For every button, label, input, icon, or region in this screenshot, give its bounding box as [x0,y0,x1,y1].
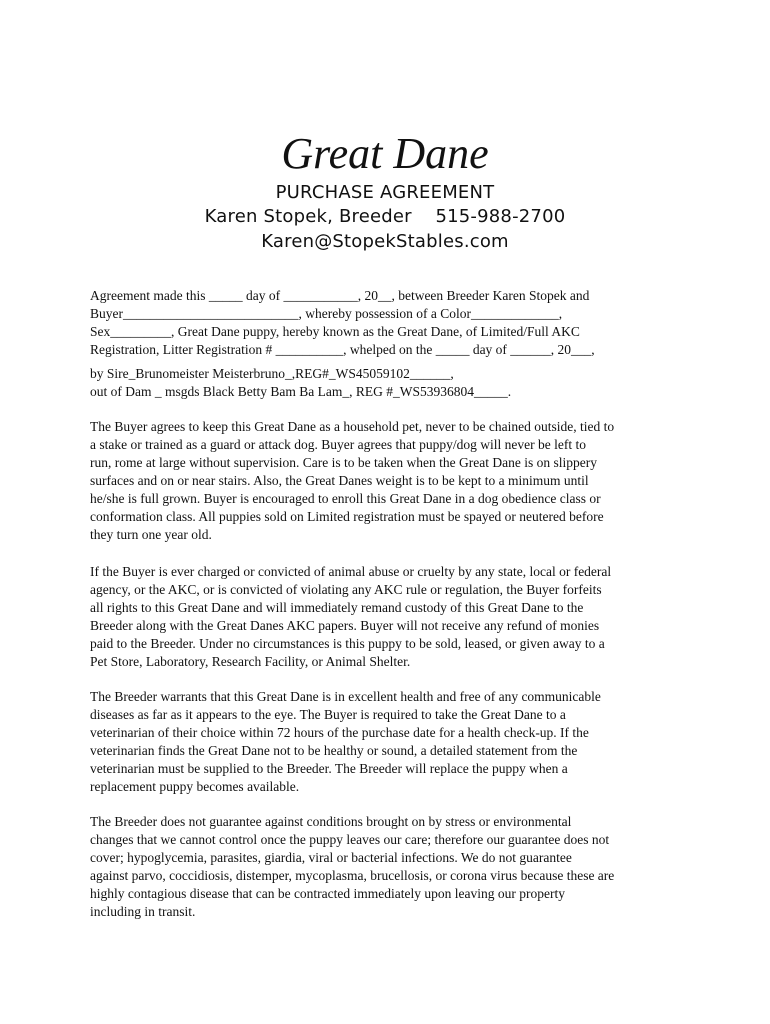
text-line: The Breeder does not guarantee against conditions brought on by stress or environmental [90,814,572,829]
text-line: a stake or trained as a guard or attack dog. Buyer agrees that puppy/dog will never be left to [90,437,586,452]
text-line: changes that we cannot control once the puppy leaves our care; therefore our guarantee does not [90,832,610,847]
text-line: veterinarian of their choice within 72 hours of the purchase date for a health check-up. If the [90,725,589,740]
text-line: Pet Store, Laboratory, Research Facility, or Animal Shelter. [90,654,411,669]
text-line: Registration, Litter Registration # __________, whelped on the _____ day of ______, 20___, [90,342,595,357]
text-line: they turn one year old. [90,527,212,542]
text-line: all rights to this Great Dane and will immediately remand custody of this Great Dane to the [90,600,584,615]
text-line: against parvo, coccidiosis, distemper, mycoplasma, brucellosis, or corona virus because these are [90,868,615,883]
text-line: paid to the Breeder. Under no circumstances is this puppy to be sold, leased, or given away to a [90,636,605,651]
text-line: cover; hypoglycemia, parasites, giardia, viral or bacterial infections. We do not guarantee [90,850,572,865]
health-warranty-paragraph [90,688,690,796]
text-line: veterinarian finds the Great Dane not to be healthy or sound, a detailed statement from the [90,743,578,758]
breeder-contact-line: Karen Stopek, Breeder 515-988-2700 [204,206,566,227]
agreement-terms-paragraph [90,287,690,359]
text-line: Agreement made this _____ day of ___________, 20__, between Breeder Karen Stopek and [90,288,590,303]
text-line: The Buyer agrees to keep this Great Dane as a household pet, never to be chained outside, tied to [90,419,615,434]
text-line: veterinarian must be supplied to the Breeder. The Breeder will replace the puppy when a [90,761,568,776]
forfeiture-paragraph [90,563,690,671]
text-line: Breeder along with the Great Danes AKC papers. Buyer will not receive any refund of monies [90,618,600,633]
buyer-care-paragraph [90,418,690,544]
guarantee-exclusions-paragraph [90,813,690,921]
text-line: including in transit. [90,904,196,919]
text-line: diseases as far as it appears to the eye. The Buyer is required to take the Great Dane to a [90,707,566,722]
text-line: surfaces and on or near stairs. Also, the Great Danes weight is to be kept to a minimum until [90,473,589,488]
document-title: Great Dane [281,129,489,178]
text-line: he/she is full grown. Buyer is encouraged to enroll this Great Dane in a dog obedience class or [90,491,601,506]
text-line: Buyer__________________________, whereby possession of a Color_____________, [90,306,563,321]
document-subtitle: PURCHASE AGREEMENT [275,182,495,203]
breeder-email: Karen@StopekStables.com [261,231,509,252]
text-line: run, rome at large without supervision. Care is to be taken when the Great Dane is on slippery [90,455,597,470]
text-line: Sex_________, Great Dane puppy, hereby known as the Great Dane, of Limited/Full AKC [90,324,580,339]
text-line: If the Buyer is ever charged or convicted of animal abuse or cruelty by any state, local or federal [90,564,612,579]
sire-line: by Sire_Brunomeister Meisterbruno_,REG#_WS45059102______, [90,366,454,381]
text-line: replacement puppy becomes available. [90,779,300,794]
text-line: conformation class. All puppies sold on Limited registration must be spayed or neutered before [90,509,604,524]
text-line: agency, or the AKC, or is convicted of violating any AKC rule or regulation, the Buyer forfeits [90,582,602,597]
text-line: highly contagious disease that can be contracted immediately upon leaving our property [90,886,565,901]
dam-line: out of Dam _ msgds Black Betty Bam Ba Lam_, REG #_WS53936804_____. [90,384,512,399]
pedigree-paragraph [90,365,690,401]
text-line: The Breeder warrants that this Great Dane is in excellent health and free of any communicable [90,689,601,704]
